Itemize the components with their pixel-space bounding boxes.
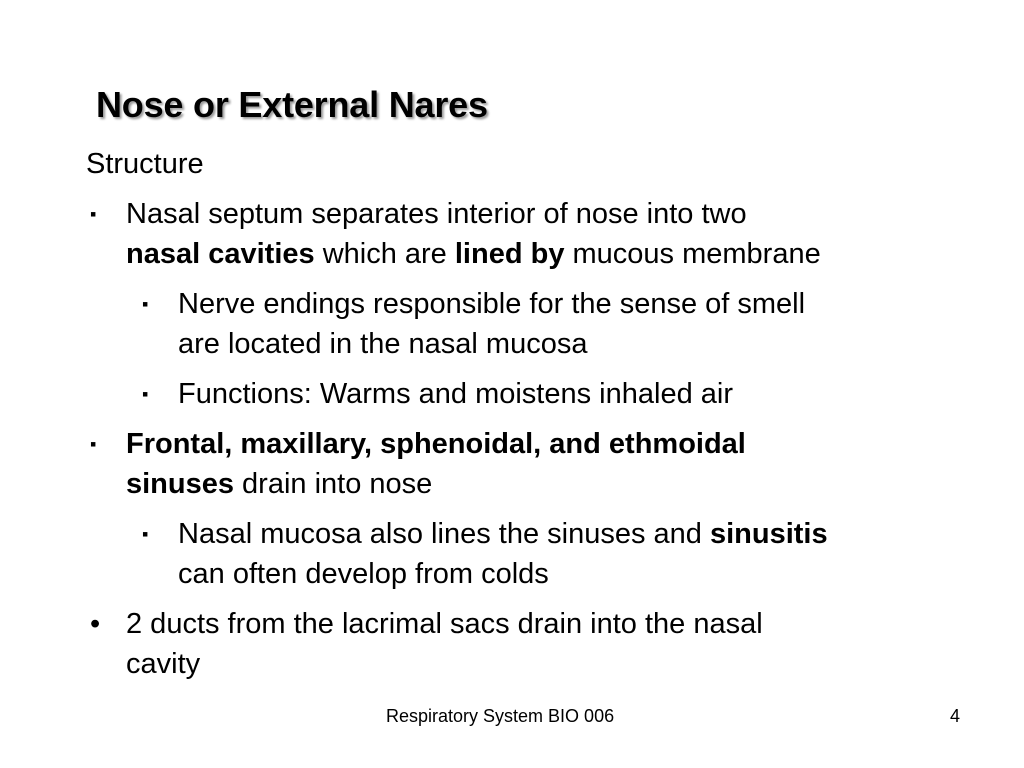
list-item-line: are located in the nasal mucosa <box>178 328 588 360</box>
bold-text: sinusitis <box>709 518 828 550</box>
page-number: 4 <box>950 706 961 726</box>
list-item-line: can often develop from colds <box>178 558 549 590</box>
list-item-line: Functions: Warms and moistens inhaled air <box>178 378 733 410</box>
bold-text: nasal cavities <box>126 238 315 270</box>
text: mucous membrane <box>564 238 821 270</box>
list-item-line <box>178 514 828 554</box>
list-item-line: 2 ducts from the lacrimal sacs drain into the nasal <box>126 608 763 640</box>
square-bullet: ▪ <box>142 384 149 404</box>
square-bullet: ▪ <box>90 434 97 454</box>
bold-text: Frontal, maxillary, sphenoidal, and ethmoidal <box>126 428 746 460</box>
text: Nasal mucosa also lines the sinuses and <box>178 518 710 550</box>
square-bullet: ▪ <box>142 524 149 544</box>
bold-text: sinuses <box>126 468 234 500</box>
square-bullet: ▪ <box>142 294 149 314</box>
footer-text: Respiratory System BIO 006 <box>386 706 615 726</box>
list-item-line <box>126 464 432 504</box>
list-item-line: Nasal septum separates interior of nose into two <box>126 198 747 230</box>
slide-title: Nose or External Nares <box>96 84 488 125</box>
list-item-line <box>126 234 821 274</box>
list-item-line: cavity <box>126 648 201 680</box>
list-item-line: Nerve endings responsible for the sense of smell <box>178 288 806 320</box>
section-heading: Structure <box>86 148 204 180</box>
list-item-line <box>126 424 746 464</box>
round-bullet: • <box>90 608 101 640</box>
text: which are <box>314 238 455 270</box>
text: drain into nose <box>234 468 433 500</box>
bold-text: lined by <box>454 238 565 270</box>
square-bullet: ▪ <box>90 204 97 224</box>
